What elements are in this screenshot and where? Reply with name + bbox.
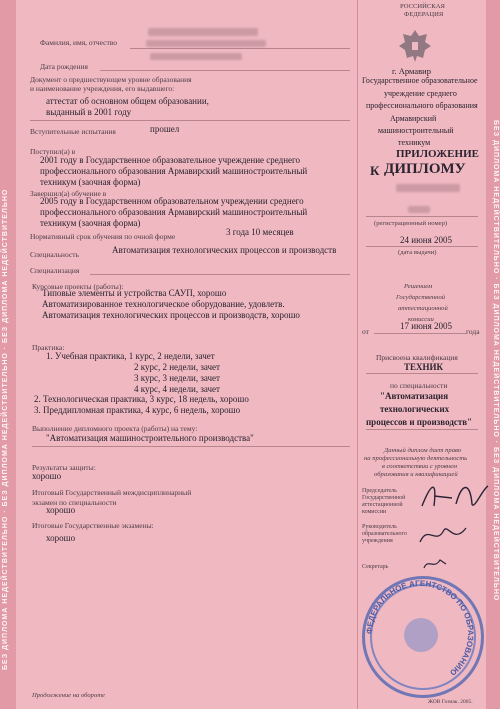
admitted-line-2: профессионального образования Армавирский машиностроительный [40,166,308,176]
specialty-value: Автоматизация технологических процессов и производств [112,245,337,255]
secretary-label: Секретарь [362,564,389,570]
final-exams-label: Итоговые Государственные экзамены: [32,521,154,530]
line [366,216,478,217]
to-prefix: К [370,163,380,178]
redacted-name-2 [146,40,266,47]
redacted-birth [150,53,242,60]
specialty-label: Специальность [30,250,79,259]
head-signature-icon [414,520,474,550]
practice-line-5: 2. Технологическая практика, 3 курс, 18 недель, хорошо [34,394,249,404]
note-line-4: образования и квалификацией [374,471,458,478]
right-border-text: БЕЗ ДИПЛОМА НЕДЕЙСТВИТЕЛЬНО · БЕЗ ДИПЛОМА НЕДЕЙСТВИТЕЛЬНО · БЕЗ ДИПЛОМА НЕДЕЙСТВИТЕЛЬНО [492,120,499,602]
exams-value: прошел [150,124,180,134]
diploma-title: ДИПЛОМУ [384,161,466,177]
name-label: Фамилия, имя, отчество [40,38,117,47]
projects-line-1: Типовые элементы и устройства САУП, хорошо [42,288,227,298]
head-line-2: образовательного [362,531,407,537]
from-label: от [362,327,369,336]
decision-line-4: комиссии [408,316,434,323]
printer-imprint: ЖОВ Гознак. 2005. [428,699,473,705]
practice-line-6: 3. Преддипломная практика, 4 курс, 6 недель, хорошо [34,405,241,415]
decision-line-3: аттестационной [398,305,448,312]
admitted-line-3: техникум (заочная форма) [40,177,141,187]
interdisc-label-1: Итоговый Государственный междисциплинарный [32,488,192,497]
spec-line-2: технологических [380,404,450,414]
admitted-label: Поступил(а) в [30,147,76,156]
issue-date: 24 июня 2005 [400,235,452,245]
line [366,429,478,430]
inst-line-6: техникум [398,138,431,147]
note-line-1: Данный диплом дает право [384,447,462,454]
redacted-diploma-number [396,184,460,192]
admitted-line-1: 2001 году в Государственное образовательное учреждение среднего [40,155,300,165]
chair-signature-icon [412,476,492,516]
specialization-label: Специализация [30,266,80,275]
eagle-emblem-icon [395,26,435,66]
svg-text:ФЕДЕРАЛЬНОЕ АГЕНТСТВО ПО ОБРАЗ [365,579,475,677]
interdisc-label-2: экзамен по специальности [32,498,117,507]
birth-label: Дата рождения [40,62,88,71]
supplement-title: ПРИЛОЖЕНИЕ [396,148,479,160]
left-border-text: БЕЗ ДИПЛОМА НЕДЕЙСТВИТЕЛЬНО · БЕЗ ДИПЛОМА НЕДЕЙСТВИТЕЛЬНО · БЕЗ ДИПЛОМА НЕДЕЙСТВИТЕЛЬНО [2,188,9,670]
qualification-label: Присвоена квалификация [376,353,458,362]
decision-date: 17 июня 2005 [400,321,452,331]
thesis-value: "Автоматизация машиностроительного производства" [46,433,254,443]
prev-doc-label-1: Документ о предшествующем уровне образования [30,75,192,84]
country-line-1: РОССИЙСКАЯ [400,3,445,10]
prev-doc-value-1: аттестат об основном общем образовании, [46,96,209,106]
year-suffix: года [466,327,480,336]
chair-line-1: Председатель [362,488,397,494]
finished-line-3: техникум (заочная форма) [40,218,141,228]
redacted-reg-number [408,206,430,213]
reg-label: (регистрационный номер) [374,220,448,227]
practice-line-4: 4 курс, 4 недели, зачет [134,384,220,394]
qualification-value: ТЕХНИК [404,362,444,372]
line [374,333,466,334]
practice-label: Практика: [32,343,65,352]
inst-line-1: Государственное образовательное [362,76,478,85]
inst-line-4: Армавирский [390,114,437,123]
specialty-label-right: по специальности [390,381,448,390]
head-line-1: Руководитель [362,524,397,530]
prev-doc-value-2: выданный в 2001 году [46,107,132,117]
spec-line-1: "Автоматизация [380,391,449,401]
practice-line-1: 1. Учебная практика, 1 курс, 2 недели, зачет [46,351,215,361]
line [366,246,478,247]
stamp-text: ФЕДЕРАЛЬНОЕ АГЕНТСТВО ПО ОБРАЗОВАНИЮ [364,578,476,678]
practice-line-3: 3 курс, 3 недели, зачет [134,373,220,383]
decision-line-2: Государственной [396,294,446,301]
city: г. Армавир [392,66,431,76]
term-value: 3 года 10 месяцев [226,227,294,237]
finished-line-2: профессионального образования Армавирский машиностроительный [40,207,308,217]
note-line-2: на профессиональную деятельность [364,455,468,462]
projects-line-2: Автоматизированное технологическое оборудование, удовлетв. [42,299,285,309]
line [100,70,350,71]
finished-line-1: 2005 году в Государственном образовательном учреждении среднего [40,196,304,206]
head-line-3: учреждения [362,538,393,544]
line [130,48,350,49]
final-exams-value: хорошо [46,533,76,543]
interdisc-value: хорошо [46,505,76,515]
finished-label: Завершил(а) обучение в [30,189,107,198]
secretary-signature-icon [420,554,450,574]
decision-line-1: Решением [404,283,433,290]
line [30,120,350,121]
stamp-text-ring [362,576,478,692]
projects-label: Курсовые проекты (работы): [32,282,124,291]
line [32,446,350,447]
spec-line-3: процессов и производств" [366,417,473,427]
inst-line-5: машиностроительный [378,126,454,135]
thesis-label: Выполнение дипломного проекта (работы) на тему: [32,424,198,433]
continued-note: Продолжение на обороте [32,692,105,699]
defense-label: Результаты защиты: [32,463,96,472]
chair-line-3: аттестационной [362,502,403,508]
line [90,274,350,275]
redacted-name [148,28,258,36]
line [366,373,478,374]
inst-line-3: профессионального образования [366,101,478,110]
defense-value: хорошо [32,471,62,481]
exams-label: Вступительные испытания [30,127,116,136]
issue-label: (дата выдачи) [398,249,437,256]
country-line-2: ФЕДЕРАЦИЯ [404,11,444,18]
term-label: Нормативный срок обучения по очной форме [30,232,176,241]
column-divider [357,0,358,709]
note-line-3: в соответствии с уровнем [382,463,457,470]
prev-doc-label-2: и наименование учреждения, его выдавшего: [30,84,175,93]
projects-line-3: Автоматизация технологических процессов и производств, хорошо [42,310,300,320]
practice-line-2: 2 курс, 2 недели, зачет [134,362,220,372]
inst-line-2: учреждение среднего [384,89,457,98]
chair-line-4: комиссии [362,509,387,515]
chair-line-2: Государственной [362,495,406,501]
